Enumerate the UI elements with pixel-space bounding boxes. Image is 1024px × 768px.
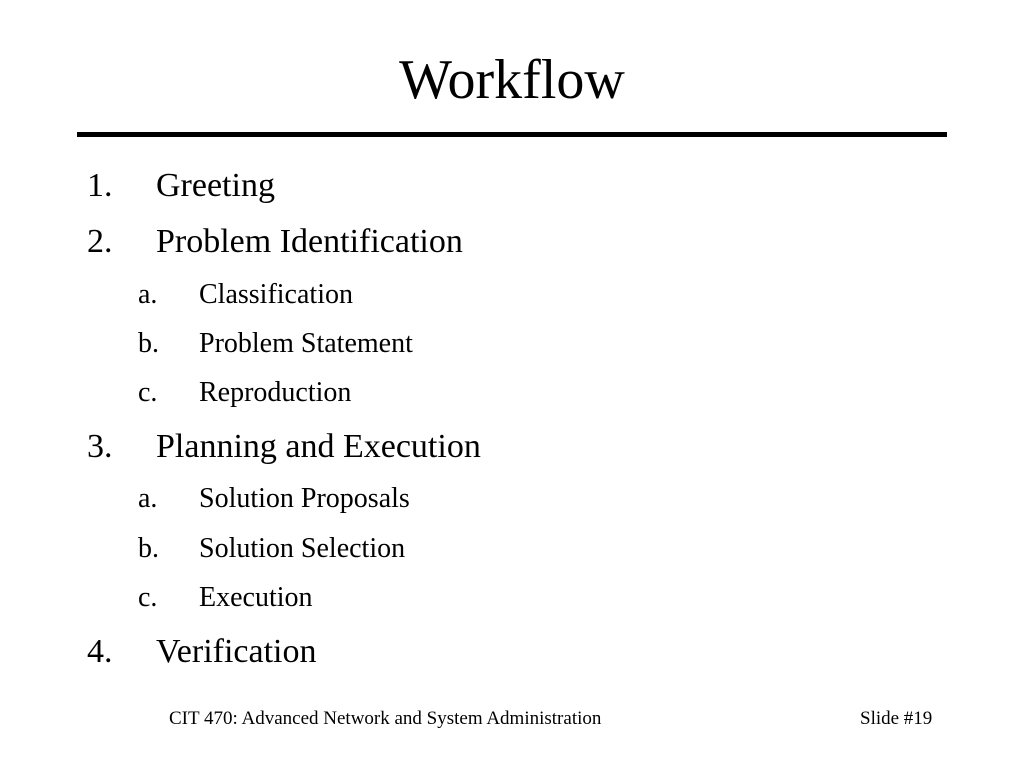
- sub-list-item-text: Problem Statement: [199, 328, 413, 359]
- sub-list-marker: b.: [138, 533, 159, 564]
- sub-list-item-text: Execution: [199, 582, 313, 613]
- sub-list-marker: b.: [138, 328, 159, 359]
- sub-list-marker: a.: [138, 279, 158, 310]
- sub-list-item-text: Classification: [199, 279, 353, 310]
- sub-list-marker: c.: [138, 377, 158, 408]
- sub-list-marker: c.: [138, 582, 158, 613]
- list-item-text: Greeting: [156, 167, 275, 204]
- slide-title: Workflow: [399, 49, 625, 111]
- list-item-text: Problem Identification: [156, 223, 463, 260]
- sub-list-item-text: Solution Selection: [199, 533, 406, 564]
- sub-list-item-text: Reproduction: [199, 377, 352, 408]
- list-marker: 3.: [87, 428, 113, 465]
- sub-list-marker: a.: [138, 483, 158, 514]
- list-marker: 1.: [87, 167, 113, 204]
- list-item-text: Planning and Execution: [156, 428, 481, 465]
- list-item-text: Verification: [156, 633, 317, 670]
- sub-list-item-text: Solution Proposals: [199, 483, 410, 514]
- footer-slide-number: Slide #19: [860, 708, 933, 729]
- footer-course: CIT 470: Advanced Network and System Administration: [169, 708, 602, 729]
- list-marker: 2.: [87, 223, 113, 260]
- list-marker: 4.: [87, 633, 113, 670]
